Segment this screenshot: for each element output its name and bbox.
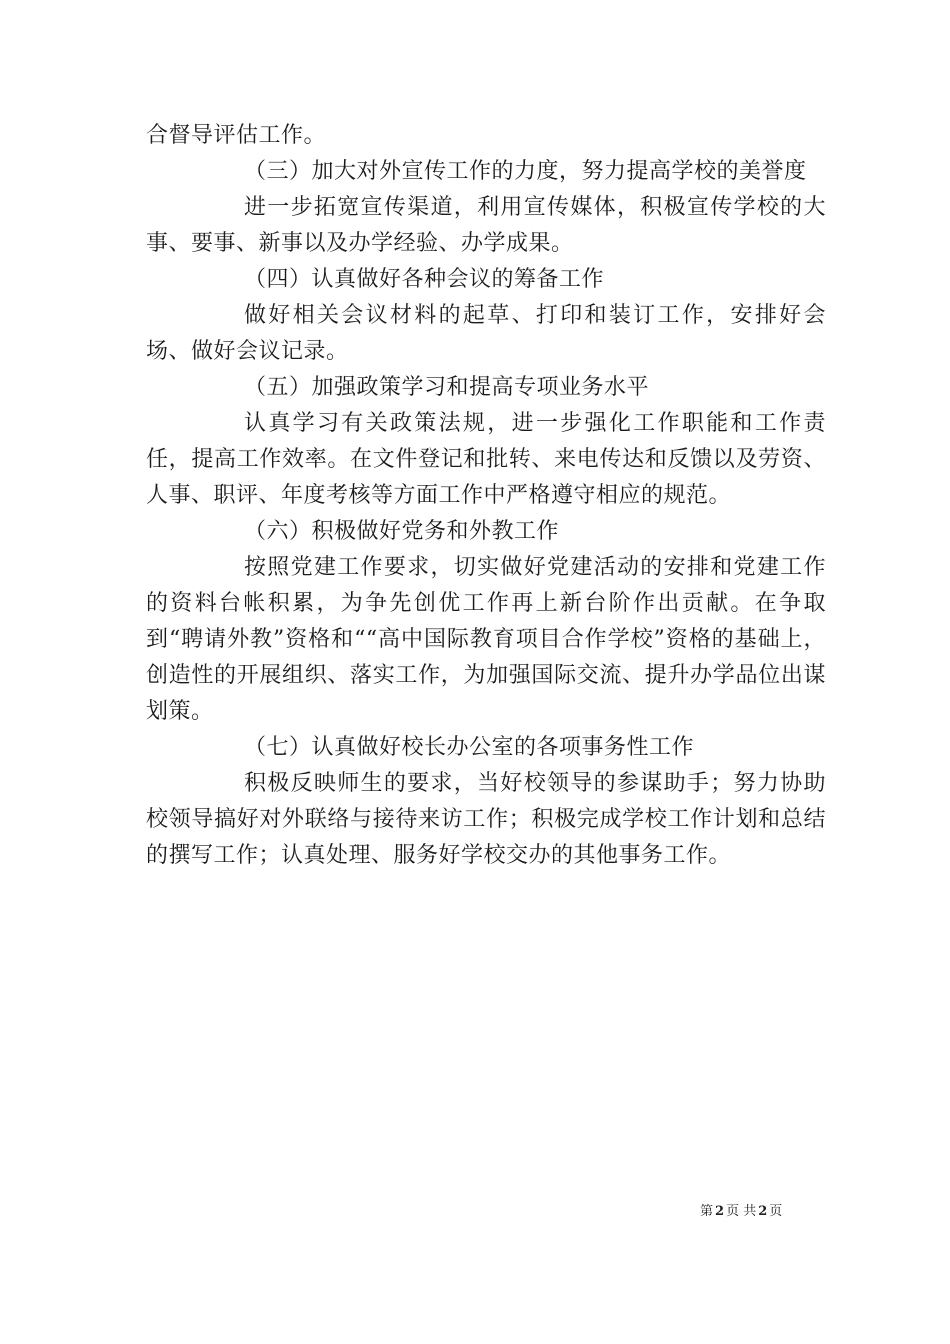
paragraph-continuation: 合督导评估工作。	[146, 123, 327, 148]
section-heading-7: （七）认真做好校长办公室的各项事务性工作	[244, 735, 695, 760]
section-body-3: 进一步拓宽宣传渠道，利用宣传媒体，积极宣传学校的大事、要事、新事以及办学经验、办学成果。	[146, 195, 826, 256]
footer-page-number: 2	[715, 1204, 725, 1219]
document-body	[146, 118, 826, 874]
section-heading-6: （六）积极做好党务和外教工作	[244, 519, 560, 544]
section-heading-5: （五）加强政策学习和提高专项业务水平	[244, 375, 650, 400]
section-body-5: 认真学习有关政策法规，进一步强化工作职能和工作责任，提高工作效率。在文件登记和批转、来电传达和反馈以及劳资、人事、职评、年度考核等方面工作中严格遵守相应的规范。	[146, 411, 826, 508]
footer-middle: 页 共	[726, 1204, 757, 1219]
footer-total-pages: 2	[758, 1204, 768, 1219]
section-body-6: 按照党建工作要求，切实做好党建活动的安排和党建工作的资料台帐积累，为争先创优工作再上新台阶作出贡献。在争取到“聘请外教”资格和““高中国际教育项目合作学校”资格的基础上，创造性的开展组织、落实工作，为加强国际交流、提升办学品位出谋划策。	[146, 555, 826, 724]
section-body-7: 积极反映师生的要求，当好校领导的参谋助手；努力协助校领导搞好对外联络与接待来访工作；积极完成学校工作计划和总结的撰写工作；认真处理、服务好学校交办的其他事务工作。	[146, 771, 826, 868]
page-footer	[700, 1203, 840, 1221]
section-heading-4: （四）认真做好各种会议的筹备工作	[244, 267, 605, 292]
footer-prefix: 第	[700, 1204, 714, 1219]
section-body-4: 做好相关会议材料的起草、打印和装订工作，安排好会场、做好会议记录。	[146, 303, 826, 364]
footer-suffix: 页	[769, 1204, 783, 1219]
section-heading-3: （三）加大对外宣传工作的力度，努力提高学校的美誉度	[244, 159, 807, 184]
